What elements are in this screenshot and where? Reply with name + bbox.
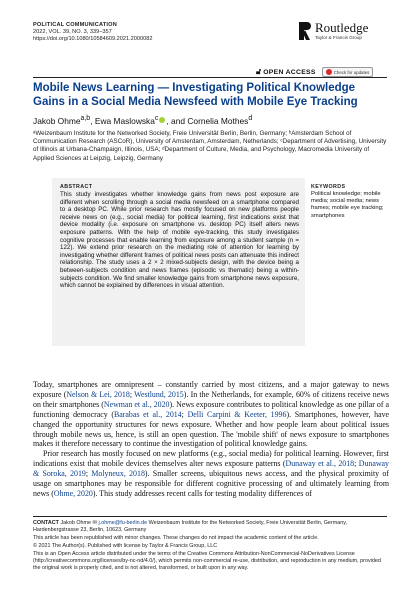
body-paragraph-1 [33,380,389,449]
text-run: ; [129,389,135,399]
article-title: Mobile News Learning — Investigating Political Knowledge Gains in a Social Media Newsfeed with Mobile Eye Tracking [33,82,358,108]
text-run: Today, smartphones are omnipresent – constantly carried by most citizens, and a major gateway to news exposure ( [33,380,389,399]
text-run: Prior research has mostly focused on new platforms (e.g., social media) for political learning. However, first indications exist that mobile devices themselves alter news exposure patterns ( [33,449,389,469]
check-updates-label: Check for updates [333,69,370,75]
abstract-box [52,178,305,346]
author-1[interactable]: Jakob Ohme [33,115,81,126]
citation-link[interactable]: Dunaway et al., 2018 [285,459,355,469]
citation-link[interactable]: Nelson & Lei, 2018 [66,389,130,399]
journal-volume: 2022, VOL. 39, NO. 3, 339–357 [33,29,112,36]
contact-label: CONTACT [33,520,59,526]
footer-divider [33,516,387,517]
citation-link[interactable]: Barabas et al., 2014 [114,409,182,419]
citation-link[interactable]: Westlund, 2015 [134,389,184,399]
orcid-icon[interactable] [159,117,165,123]
text-run: ). Smaller screens, ubiquitous news access, and the physical proximity of usage on smartphones may be responsible for different cognitive processing of and ultimately learning from news ( [33,469,389,498]
open-access-label: OPEN ACCESS [263,68,316,76]
journal-name: POLITICAL COMMUNICATION [33,22,117,28]
contact-line [33,520,389,534]
contact-address: Weizenbaum Institute for the Networked Society, Freie Universität Berlin, Germany, Hardenbergstrasse 23, Berlin, 10623, Germany [33,520,348,533]
text-run: ; [181,409,188,419]
text-run: ). This study addresses recent calls for testing modality differences of [92,488,312,498]
author-3-sup: d [248,115,253,122]
body-paragraph-2 [33,449,389,499]
journal-header [33,22,152,44]
citation-link[interactable]: Dunaway & Soroka, 2019 [33,459,390,479]
text-run: ). In the Netherlands, for example, 60% of citizens receive news on their smartphones ( [33,389,390,409]
publisher-logo[interactable] [298,21,368,41]
article-body [33,380,389,499]
text-run: ; [85,469,92,479]
doi-link[interactable]: https://doi.org/10.1080/10584609.2021.2000082 [33,36,153,43]
access-row [256,67,373,77]
author-2-sup: c [154,115,159,122]
footnotes [33,520,389,573]
author-list [33,115,252,126]
republished-note: This article has been republished with minor changes. These changes do not impact the academic content of the article. [33,535,319,541]
affiliations: ᵃWeizenbaum Institute for the Networked Society, Freie Universität Berlin, Berlin, Germany; ᵇAmsterdam School of Communication Research (ASCoR), University of Amsterdam, Amsterdam, Netherlands; ᶜDepartment of Advertising, University of Illinois at Urbana-Champaign, Illinois, USA; ᵈDepartment of Culture, Media, and Psychology, Macromedia University of Applied Sciences at Leipzig, Leipzig, Germany [33,130,387,162]
crossmark-icon [326,69,332,75]
contact-name: Jakob Ohme [60,520,92,526]
citation-link[interactable]: Delli Carpini & Keeter, 1996 [187,409,287,419]
keywords-box [309,178,389,346]
author-sep-1[interactable]: , Ewa Maslowska [90,115,155,126]
author-1-sup: a,b [80,115,91,122]
header-divider [33,77,387,78]
abstract-text: This study investigates whether knowledge gains from news post exposure are different when scrolling through a social media newsfeed on a smartphone compared to a desktop PC. While prior research has mostly focused on new platforms people receive news on (e.g., social media) for political learning, first indications exist that device modality (i.e. exposure on smartphone vs. desktop PC) itself alters news exposure patterns. With the help of mobile eye-tracking, this study investigates cognitive processes that enable learning from exposure among a student sample (n = 122). We extend prior research on the mediating role of attention for learning by investigating whether different frames of political news posts can attenuate this indirect relationship. The study uses a 2 × 2 mixed-subjects design, with the device being a between-subjects condition and news frames (episodic vs thematic) being a within-subjects condition. We find smaller knowledge gains from smartphone news exposure, which cannot be explained by differences in visual attention. [60,191,299,290]
email-icon: ✉ [92,520,98,526]
text-run: ). News exposure contributes to political knowledge as one pillar of a functioning democracy ( [33,399,390,419]
keywords-text: Political knowledge; mobile media; social media; news frames; mobile eye tracking; smartphones [311,191,384,219]
keywords-heading: KEYWORDS [311,184,346,190]
text-run: ). Smartphones, however, have changed the opportunity structures for news exposure. Whether and how people learn about political issues through mobile news us, hence, is still an open question. The 'mobile shift' of news exposure to smartphones makes it therefore necessary to continue the investigation of political knowledge gains. [33,409,390,449]
routledge-logo-icon [298,21,311,41]
check-updates-button[interactable] [322,67,374,77]
publisher-name: Routledge [315,20,369,35]
citation-link[interactable]: Ohme, 2020 [53,488,93,498]
text-run: ; [354,459,359,469]
citation-link[interactable]: Molyneux, 2018 [91,469,145,479]
open-access-lock-icon: 🔓︎ [256,67,262,76]
contact-email-link[interactable]: j.ohme@fu-berlin.de [98,520,148,526]
citation-link[interactable]: Newman et al., 2020 [103,399,170,409]
abstract-heading: ABSTRACT [60,184,93,190]
copyright-note: © 2021 The Author(s). Published with license by Taylor & Francis Group, LLC [33,543,218,549]
publisher-sub: Taylor & Francis Group [315,35,362,40]
license-note: This is an Open Access article distributed under the terms of the Creative Commons Attribution-NonCommercial-NoDerivatives License (http://creativecommons.org/licenses/by-nc-nd/4.0/), which permits non-commercial re-use, distribution, and reproduction in any medium, provided the original work is properly cited, and is not altered, transformed, or built upon in any way. [33,551,381,571]
author-sep-2[interactable]: , and Cornelia Mothes [166,115,249,126]
